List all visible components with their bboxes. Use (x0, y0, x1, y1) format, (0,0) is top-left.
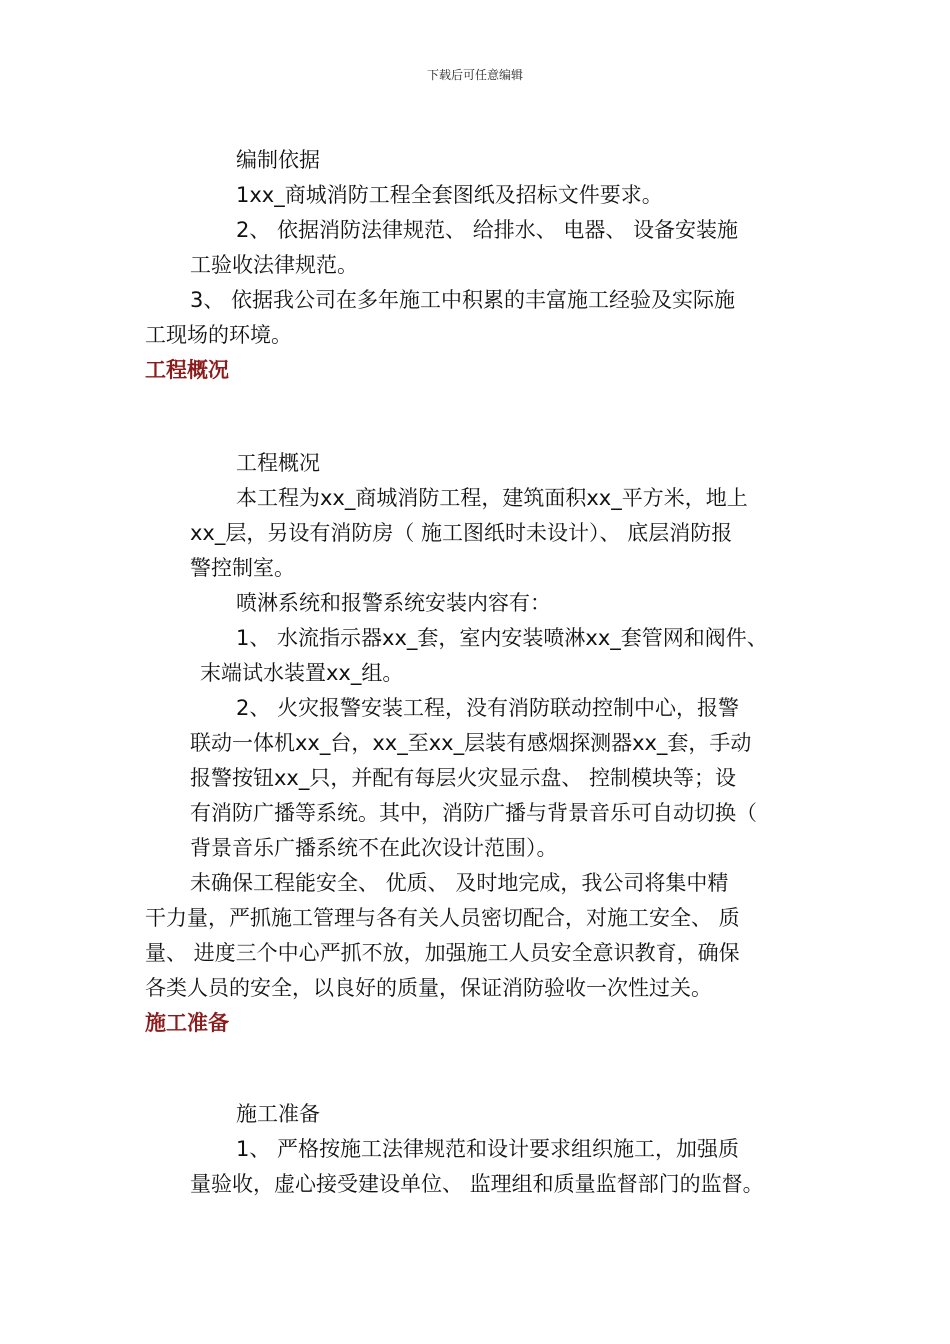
page-header: 下载后可任意编辑 (426, 68, 523, 82)
preparation-title: 施工准备 (236, 1102, 320, 1126)
overview-line-1: 本工程为xx_商城消防工程，建筑面积xx_平方米，地上 (236, 486, 748, 510)
overview-line-11: 背景音乐广播系统不在此次设计范围）。 (190, 836, 558, 860)
basis-line-4: 3、 依据我公司在多年施工中积累的丰富施工经验及实际施 (190, 288, 736, 312)
overview-title: 工程概况 (236, 451, 320, 475)
basis-line-2: 2、 依据消防法律规范、 给排水、 电器、 设备安装施 (236, 218, 739, 242)
overview-line-4: 喷淋系统和报警系统安装内容有： (236, 591, 551, 615)
overview-line-9: 报警按钮xx_只，并配有每层火灾显示盘、 控制模块等；设 (190, 766, 737, 790)
preparation-line-2: 量验收，虚心接受建设单位、 监理组和质量监督部门的监督。 (190, 1172, 764, 1196)
basis-line-3: 工验收法律规范。 (190, 253, 358, 277)
basis-line-5: 工现场的环境。 (145, 323, 292, 347)
basis-title: 编制依据 (236, 148, 320, 172)
overview-line-3: 警控制室。 (190, 556, 295, 580)
overview-line-2: xx_层，另设有消防房（ 施工图纸时未设计）、 底层消防报 (190, 521, 733, 545)
overview-line-8: 联动一体机xx_台，xx_至xx_层装有感烟探测器xx_套，手动 (190, 731, 752, 755)
overview-line-12: 未确保工程能安全、 优质、 及时地完成，我公司将集中精 (190, 871, 729, 895)
overview-line-10: 有消防广播等系统。其中，消防广播与背景音乐可自动切换（ (190, 801, 757, 825)
overview-line-7: 2、 火灾报警安装工程，没有消防联动控制中心，报警 (236, 696, 740, 720)
basis-line-1: 1xx_商城消防工程全套图纸及招标文件要求。 (236, 183, 663, 207)
overview-line-15: 各类人员的安全，以良好的质量，保证消防验收一次性过关。 (145, 976, 712, 1000)
section-heading-overview: 工程概况 (145, 358, 229, 382)
section-heading-preparation: 施工准备 (145, 1011, 229, 1035)
overview-line-5: 1、 水流指示器xx_套，室内安装喷淋xx_套管网和阀件、 (236, 626, 768, 650)
overview-line-14: 量、 进度三个中心严抓不放，加强施工人员安全意识教育，确保 (145, 941, 740, 965)
overview-line-13: 干力量，严抓施工管理与各有关人员密切配合，对施工安全、 质 (145, 906, 740, 930)
overview-line-6: 末端试水装置xx_组。 (200, 661, 404, 685)
preparation-line-1: 1、 严格按施工法律规范和设计要求组织施工，加强质 (236, 1137, 740, 1161)
